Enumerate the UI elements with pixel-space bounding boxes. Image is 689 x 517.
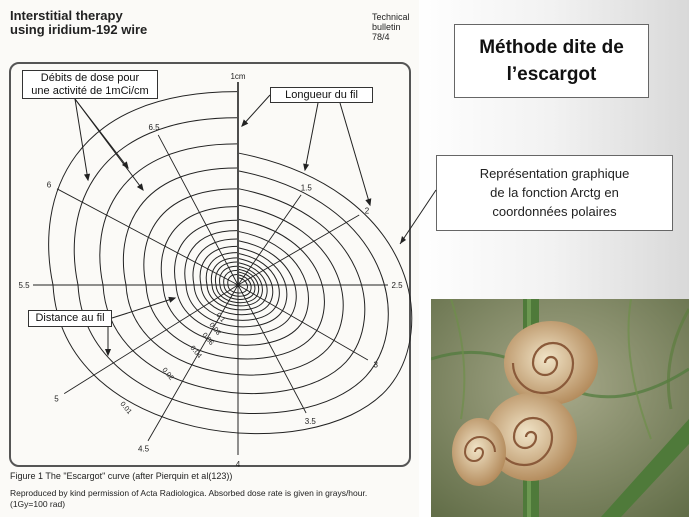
axis-label: 3 [373,360,378,370]
radial-lines [33,135,388,455]
callout-dose-line2: une activité de 1mCi/cm [31,85,149,97]
technical-line2: bulletin [372,22,401,32]
callout-arrow-head [138,184,143,190]
dose-label: 0.04 [188,344,203,360]
top-scale-label: 1cm [230,72,246,81]
dose-contour [74,118,388,414]
callout-arrow-head [304,164,309,170]
caption-line3: (1Gy=100 rad) [10,499,66,509]
note-line1: Représentation graphique [479,166,630,181]
axis-label: 2 [364,206,370,216]
dose-contour [161,207,308,346]
dose-contour [144,189,325,359]
axis-label: 2.5 [391,281,403,290]
dose-labels [118,312,226,416]
callout-distance: Distance au fil [28,310,112,327]
dose-label: 0.08 [207,321,222,337]
dose-label: 0.02 [160,366,175,382]
callout-arrow-line [75,99,128,168]
axis-label: 5 [54,394,59,404]
caption-line1: Figure 1 The "Escargot" curve (after Pierquin et al(123)) [10,471,233,481]
radial-line [148,285,238,441]
callout-dose-rates [22,70,158,99]
axis-label: 5.5 [18,281,30,290]
axis-label: 4 [235,460,241,469]
technical-line3: 78/4 [372,32,390,42]
slide-title [454,24,649,98]
callout-dose-line1: Débits de dose pour [40,72,140,84]
callout-arrow-line [242,95,270,126]
note-line2: de la fonction Arctg en [490,185,619,200]
figure-caption [10,471,412,510]
snail-shell-bottom [452,418,506,486]
dose-label: 0.1 [214,311,227,324]
caption-line2: Reproduced by kind permission of Acta Radiologica. Absorbed dose rate is given in grays/hour. [10,488,368,498]
axis-label: 6.5 [148,123,160,132]
callout-arrow-line [112,298,175,318]
radial-line [158,135,238,285]
slide-title-line1: Méthode dite de [479,37,624,58]
document-title-line2: using iridium-192 wire [10,22,148,37]
dose-contour [123,168,343,375]
callout-arrow-line [305,103,318,170]
radial-line [238,215,359,285]
callout-arrow-head [169,297,175,302]
technical-line1: Technical [372,12,410,22]
axis-label: 6 [46,180,52,190]
radial-line [57,189,238,285]
dose-contour [100,144,365,394]
arctg-note [436,155,673,231]
callout-arrow-line [75,99,88,180]
callout-arrow-head [366,199,371,205]
dose-label: 0.01 [118,400,133,416]
dose-label: 0.06 [200,331,215,347]
axis-label: 3.5 [304,417,316,426]
snail-photo [431,299,689,517]
callout-wire-length: Longueur du fil [270,87,373,103]
slide-title-line2: l’escargot [506,64,597,85]
snail-shell-top [504,321,598,405]
axis-label: 4.5 [137,444,150,454]
dose-spirals [46,92,412,434]
callout-arrow-line [340,103,370,205]
radial-line [238,195,301,285]
note-line3: coordonnées polaires [492,204,617,219]
axis-label: 1.5 [300,183,312,193]
callout-arrow-head [106,350,111,356]
callout-arrow-head [85,174,90,180]
document-title-line1: Interstitial therapy [10,8,123,23]
